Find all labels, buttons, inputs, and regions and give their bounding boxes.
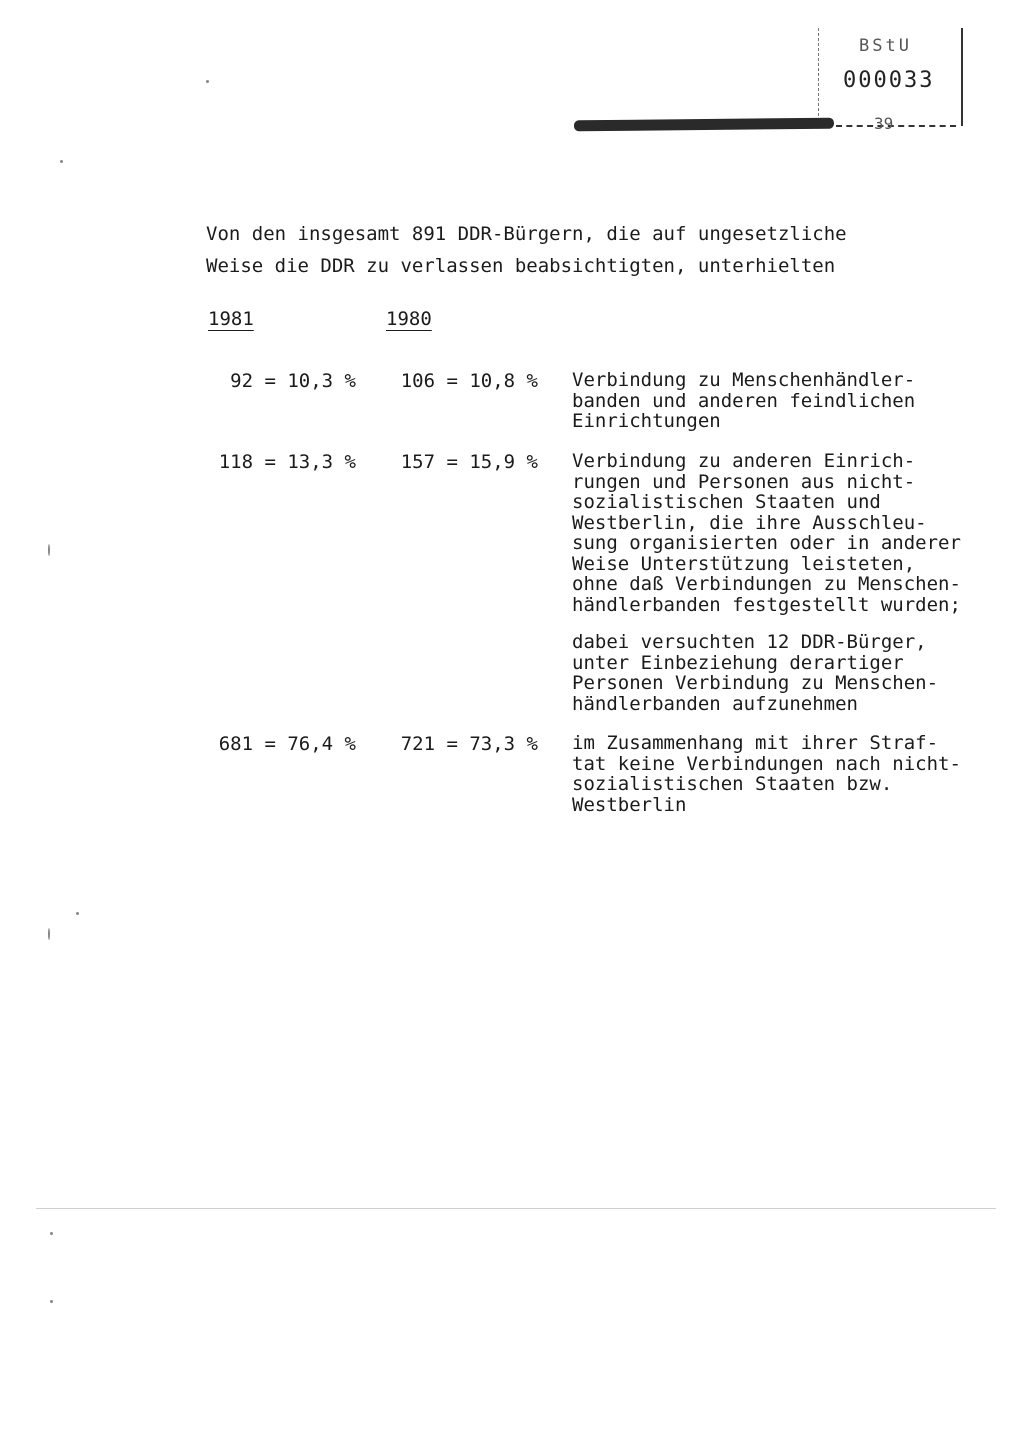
row-note: dabei versuchten 12 DDR-Bürger, unter Einbeziehung derartiger Personen Verbindung zu Menschen- händlerbanden aufzunehmen [572,631,939,715]
stamp-label: BStU [859,36,912,56]
row-description: Verbindung zu anderen Einrich- rungen und Personen aus nicht- sozialistischen Staaten und Westberlin, die ihre Ausschleu- sung organisierten oder in anderer Weise Unterstützung leisteten, ohne daß Verbindungen zu Menschen- händlerbanden festgestellt wurden; [572,450,961,616]
row-description: Verbindung zu Menschenhändler- banden und anderen feindlichen Einrichtungen [572,369,916,432]
scan-speck [50,1300,53,1303]
value-1981: 681 = 76,4 % [218,733,356,755]
intro-paragraph [206,218,946,282]
value-1980: 106 = 10,8 % [400,370,538,392]
scan-edge-line [36,1208,996,1209]
scan-speck [48,544,50,556]
column-header-1981: 1981 [208,308,254,330]
column-header-1980: 1980 [386,308,432,330]
row-description: im Zusammenhang mit ihrer Straf- tat keine Verbindungen nach nicht- sozialistischen Staaten bzw. Westberlin [572,732,961,816]
archive-stamp [818,28,963,126]
redaction-bar [574,118,834,132]
stamp-page-number: 000033 [843,68,935,93]
value-1981: 92 = 10,3 % [230,370,356,392]
scan-speck [76,912,79,915]
intro-line-1: Von den insgesamt 891 DDR-Bürgern, die auf ungesetzliche [206,223,847,245]
scan-speck [50,1232,53,1235]
redacted-reference [574,116,958,136]
value-1980: 721 = 73,3 % [400,733,538,755]
scan-speck [48,928,50,940]
value-1980: 157 = 15,9 % [400,451,538,473]
reference-number: 39 [874,114,894,133]
intro-line-2: Weise die DDR zu verlassen beabsichtigten, unterhielten [206,255,836,277]
value-1981: 118 = 13,3 % [218,451,356,473]
scan-speck [60,160,63,163]
scan-speck [206,80,209,83]
dashed-line [836,125,956,127]
